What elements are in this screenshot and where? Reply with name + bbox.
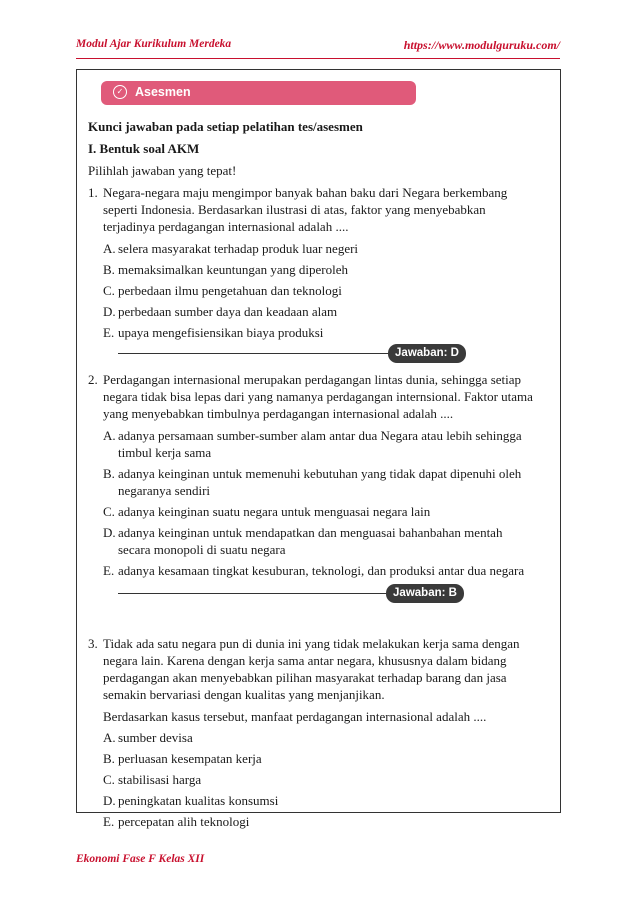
option-text: secara monopoli di suatu negara: [118, 542, 286, 557]
option-text: adanya kesamaan tingkat kesuburan, teknologi, dan produksi antar dua negara: [118, 563, 525, 578]
option-letter: A.: [103, 428, 116, 443]
option-text: perbedaan ilmu pengetahuan dan teknologi: [118, 283, 342, 298]
header-divider: [76, 58, 560, 59]
header-website-link[interactable]: https://www.modulguruku.com/: [403, 38, 560, 52]
option-2b: [103, 465, 546, 499]
option-3a: [103, 729, 546, 746]
question-text-line: negara tidak bisa lepas dari yang namanya perdagangan internsional. Faktor utama: [103, 389, 533, 404]
question-text-line: Perdagangan internasional merupakan perdagangan lintas dunia, sehingga setiap: [103, 372, 522, 387]
section-title: Kunci jawaban pada setiap pelatihan tes/asesmen: [88, 119, 363, 134]
option-1a: [103, 240, 546, 257]
option-text: adanya keinginan untuk mendapatkan dan menguasai bahanbahan mentah: [118, 525, 503, 540]
answer-key-2: [88, 583, 546, 605]
option-letter: B.: [103, 751, 115, 766]
option-letter: D.: [103, 793, 116, 808]
option-text: upaya mengefisiensikan biaya produksi: [118, 325, 324, 340]
option-letter: D.: [103, 525, 116, 540]
option-1e: [103, 324, 546, 341]
option-text: perluasan kesempatan kerja: [118, 751, 262, 766]
option-2c: [103, 503, 546, 520]
question-text-line: negara lain. Karena dengan kerja sama antar negara, khususnya dalam bidang: [103, 653, 507, 668]
option-3c: [103, 771, 546, 788]
option-2a: [103, 427, 546, 461]
option-text: percepatan alih teknologi: [118, 814, 250, 829]
assessment-content: [88, 118, 546, 830]
question-text-line: terjadinya perdagangan internasional adalah ....: [103, 219, 349, 234]
page-footer: Ekonomi Fase F Kelas XII: [76, 853, 205, 865]
question-number: 2.: [88, 372, 98, 387]
question-text-line: semakin bervariasi dengan kualitas yang menjanjikan.: [103, 687, 385, 702]
option-letter: C.: [103, 283, 115, 298]
asesmen-banner: [101, 81, 416, 105]
question-number: 3.: [88, 636, 98, 651]
question-text-line: seperti Indonesia. Berdasarkan ilustrasi di atas, faktor yang menyebabkan: [103, 202, 486, 217]
option-text: timbul kerja sama: [118, 445, 212, 460]
question-1: [88, 184, 546, 235]
option-letter: E.: [103, 325, 115, 340]
header-module-title: Modul Ajar Kurikulum Merdeka: [76, 38, 232, 50]
asesmen-label: Asesmen: [135, 85, 191, 99]
answer-key-1: [88, 343, 546, 365]
answer-divider: [118, 593, 390, 594]
question-3-stem: [88, 708, 546, 725]
option-letter: A.: [103, 241, 116, 256]
option-letter: E.: [103, 814, 115, 829]
option-3d: [103, 792, 546, 809]
assessment-icon: ✓: [113, 85, 127, 99]
option-1b: [103, 261, 546, 278]
answer-divider: [118, 353, 390, 354]
option-2e: [103, 562, 546, 579]
option-2d: [103, 524, 546, 558]
question-number: 1.: [88, 185, 98, 200]
option-1d: [103, 303, 546, 320]
instruction-text: Pilihlah jawaban yang tepat!: [88, 163, 237, 178]
question-2: [88, 371, 546, 422]
question-text-line: Tidak ada satu negara pun di dunia ini yang tidak melakukan kerja sama dengan: [103, 636, 520, 651]
option-3b: [103, 750, 546, 767]
option-letter: D.: [103, 304, 116, 319]
question-stem-text: Berdasarkan kasus tersebut, manfaat perdagangan internasional adalah ....: [103, 709, 487, 724]
option-letter: B.: [103, 262, 115, 277]
option-text: stabilisasi harga: [118, 772, 202, 787]
option-letter: E.: [103, 563, 115, 578]
option-text: adanya keinginan suatu negara untuk menguasai negara lain: [118, 504, 431, 519]
question-3: [88, 635, 546, 703]
option-1c: [103, 282, 546, 299]
question-text-line: Negara-negara maju mengimpor banyak bahan baku dari Negara berkembang: [103, 185, 508, 200]
option-letter: B.: [103, 466, 115, 481]
question-text-line: yang menyebabkan timbulnya perdagangan internasional adalah ....: [103, 406, 454, 421]
option-text: selera masyarakat terhadap produk luar negeri: [118, 241, 359, 256]
option-text: perbedaan sumber daya dan keadaan alam: [118, 304, 338, 319]
option-letter: A.: [103, 730, 116, 745]
option-text: adanya persamaan sumber-sumber alam antar dua Negara atau lebih sehingga: [118, 428, 522, 443]
option-3e: [103, 813, 546, 830]
option-text: memaksimalkan keuntungan yang diperoleh: [118, 262, 348, 277]
page-header: [76, 38, 560, 54]
answer-badge: Jawaban: D: [388, 344, 466, 363]
option-letter: C.: [103, 504, 115, 519]
answer-badge: Jawaban: B: [386, 584, 464, 603]
section-subtitle: I. Bentuk soal AKM: [88, 141, 200, 156]
option-letter: C.: [103, 772, 115, 787]
option-text: sumber devisa: [118, 730, 193, 745]
question-text-line: perdagangan akan menyebabkan pilihan masyarakat terhadap barang dan jasa: [103, 670, 507, 685]
option-text: adanya keinginan untuk memenuhi kebutuhan yang tidak dapat dipenuhi oleh: [118, 466, 522, 481]
option-text: negaranya sendiri: [118, 483, 211, 498]
option-text: peningkatan kualitas konsumsi: [118, 793, 279, 808]
